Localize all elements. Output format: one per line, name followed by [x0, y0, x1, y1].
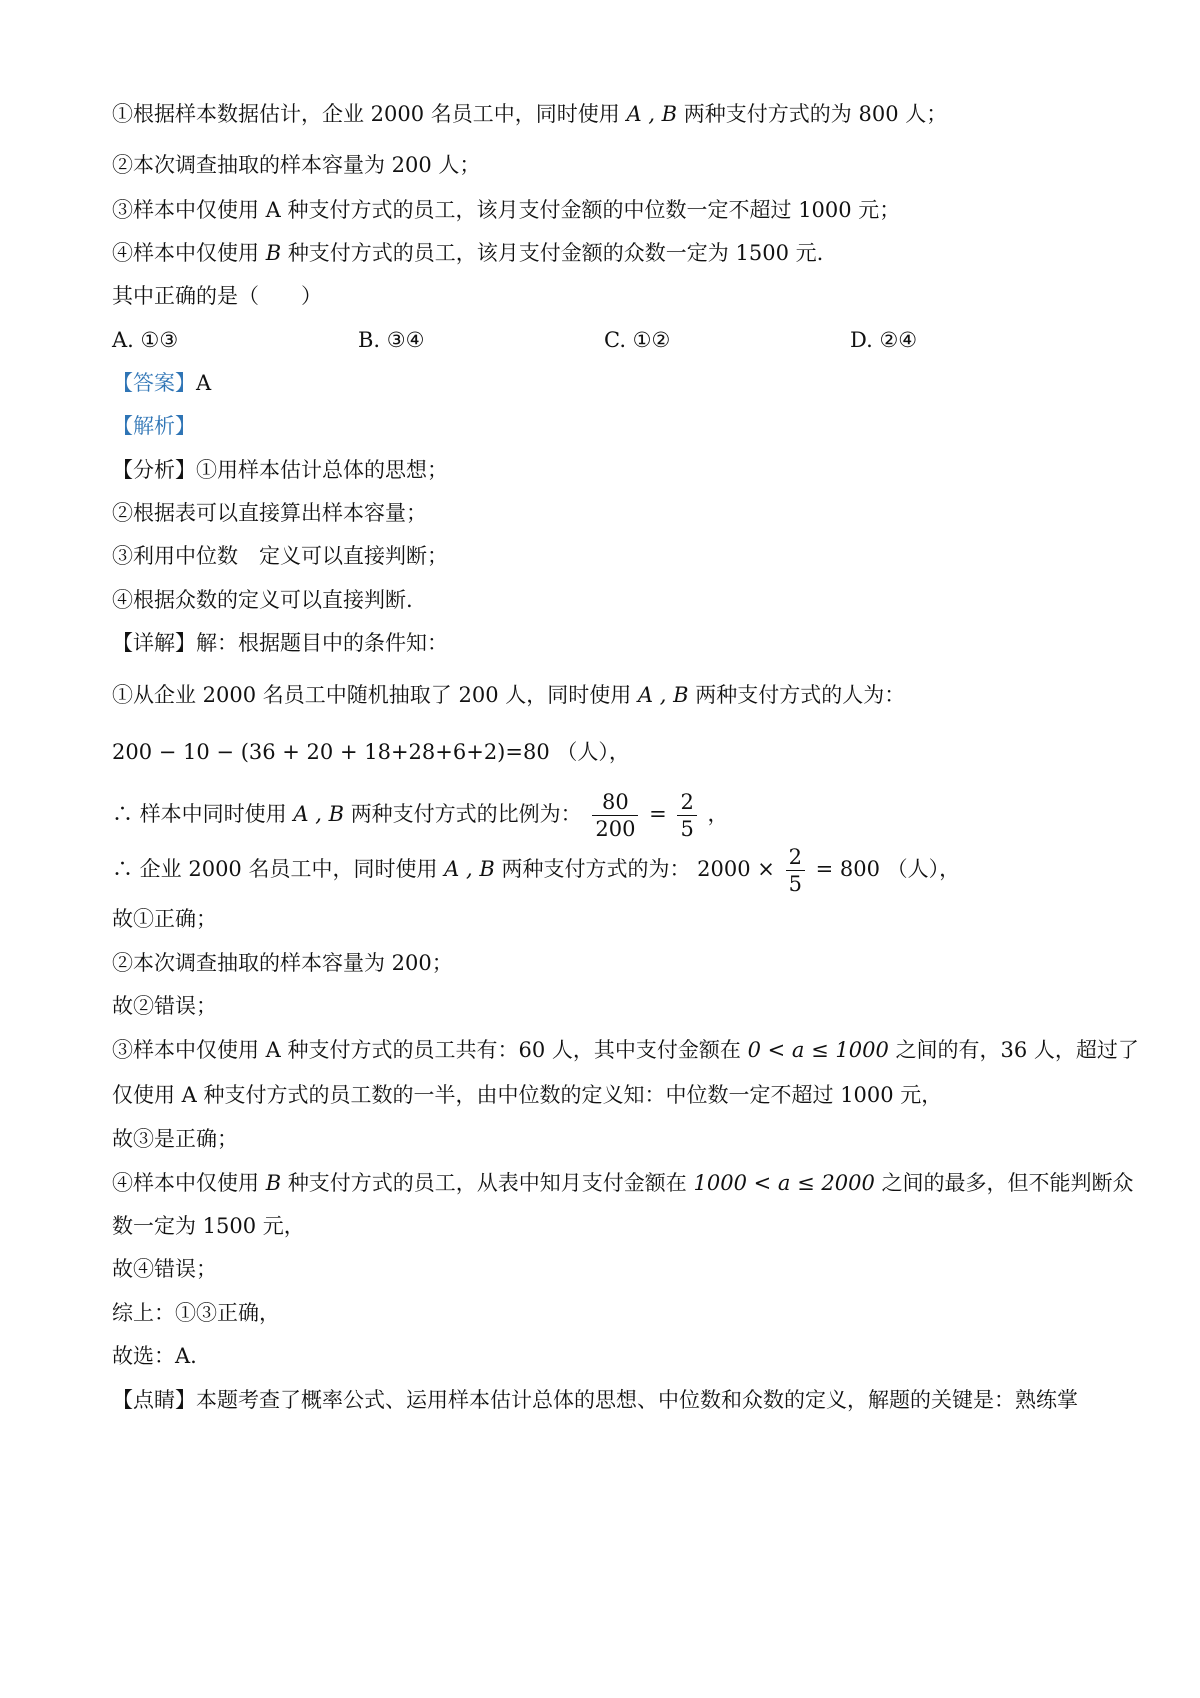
fraction-80-200: $\frac{80}{200}$ [592, 789, 638, 842]
statement-1: ①根据样本数据估计，企业 2000 名员工中，同时使用 A , B 两种支付方式的为 800 人； [112, 102, 948, 126]
statement-4: ④样本中仅使用 B 种支付方式的员工，该月支付金额的众数一定为 1500 元. [112, 241, 824, 265]
conclusion-2: 故②错误； [112, 994, 217, 1018]
analysis-line-2: ②根据表可以直接算出样本容量； [112, 501, 427, 525]
answer-label: 【答案】 [112, 371, 196, 395]
detail-line-1: ①从企业 2000 名员工中随机抽取了 200 人，同时使用 A , B 两种支付方式的人为： [112, 683, 906, 707]
summary: 综上：①③正确， [112, 1301, 280, 1325]
detail-ratio: ∴ 样本中同时使用 A , B 两种支付方式的比例为： $\frac{80}{200}$ = $\frac{2}{5}$ ， [112, 790, 729, 841]
fraction-2-5: $\frac{2}{5}$ [677, 789, 696, 842]
option-b: B. ③④ [358, 328, 425, 352]
detail-s3-cont: 仅使用 A 种支付方式的员工数的一半，由中位数的定义知：中位数一定不超过 1000 元， [112, 1083, 943, 1107]
conclusion-1: 故①正确； [112, 907, 217, 931]
detail-head: 【详解】解：根据题目中的条件知： [112, 631, 448, 655]
option-a: A. ①③ [112, 328, 179, 352]
question-stem: 其中正确的是（ ） [112, 284, 322, 308]
detail-s3: ③样本中仅使用 A 种支付方式的员工共有：60 人，其中支付金额在 0 < a ≤ 1000 之间的有，36 人，超过了 [112, 1038, 1139, 1062]
var-ab: A , B [626, 102, 678, 126]
comment: 【点睛】本题考查了概率公式、运用样本估计总体的思想、中位数和众数的定义，解题的关键是：熟练掌 [112, 1388, 1078, 1412]
conclusion-3: 故③是正确； [112, 1127, 238, 1151]
analysis-line-1: 【分析】①用样本估计总体的思想； [112, 458, 448, 482]
option-c: C. ①② [604, 328, 671, 352]
statement-3: ③样本中仅使用 A 种支付方式的员工，该月支付金额的中位数一定不超过 1000 元； [112, 198, 901, 222]
detail-s4: ④样本中仅使用 B 种支付方式的员工，从表中知月支付金额在 1000 < a ≤ 2000 之间的最多，但不能判断众 [112, 1171, 1134, 1195]
conclusion-4: 故④错误； [112, 1257, 217, 1281]
answer-line [112, 368, 211, 398]
options-row [112, 325, 1012, 355]
answer-value: A [196, 371, 212, 395]
option-d: D. ②④ [850, 328, 918, 352]
analysis-line-4: ④根据众数的定义可以直接判断. [112, 588, 413, 612]
detail-s4-cont: 数一定为 1500 元， [112, 1214, 305, 1238]
detail-total: ∴ 企业 2000 名员工中，同时使用 A , B 两种支付方式的为： 2000 × $\frac{2}{5}$ = 800 （人）， [112, 845, 961, 896]
choice: 故选：A. [112, 1344, 197, 1368]
detail-s2: ②本次调查抽取的样本容量为 200； [112, 951, 453, 975]
fraction-2-5-b: $\frac{2}{5}$ [786, 844, 805, 897]
analysis-label: 【解析】 [112, 414, 196, 438]
analysis-line-3: ③利用中位数 定义可以直接判断； [112, 544, 448, 568]
statement-2: ②本次调查抽取的样本容量为 200 人； [112, 153, 481, 177]
detail-calc: 200 − 10 − (36 + 20 + 18+28+6+2)=80 （人）， [112, 740, 630, 764]
